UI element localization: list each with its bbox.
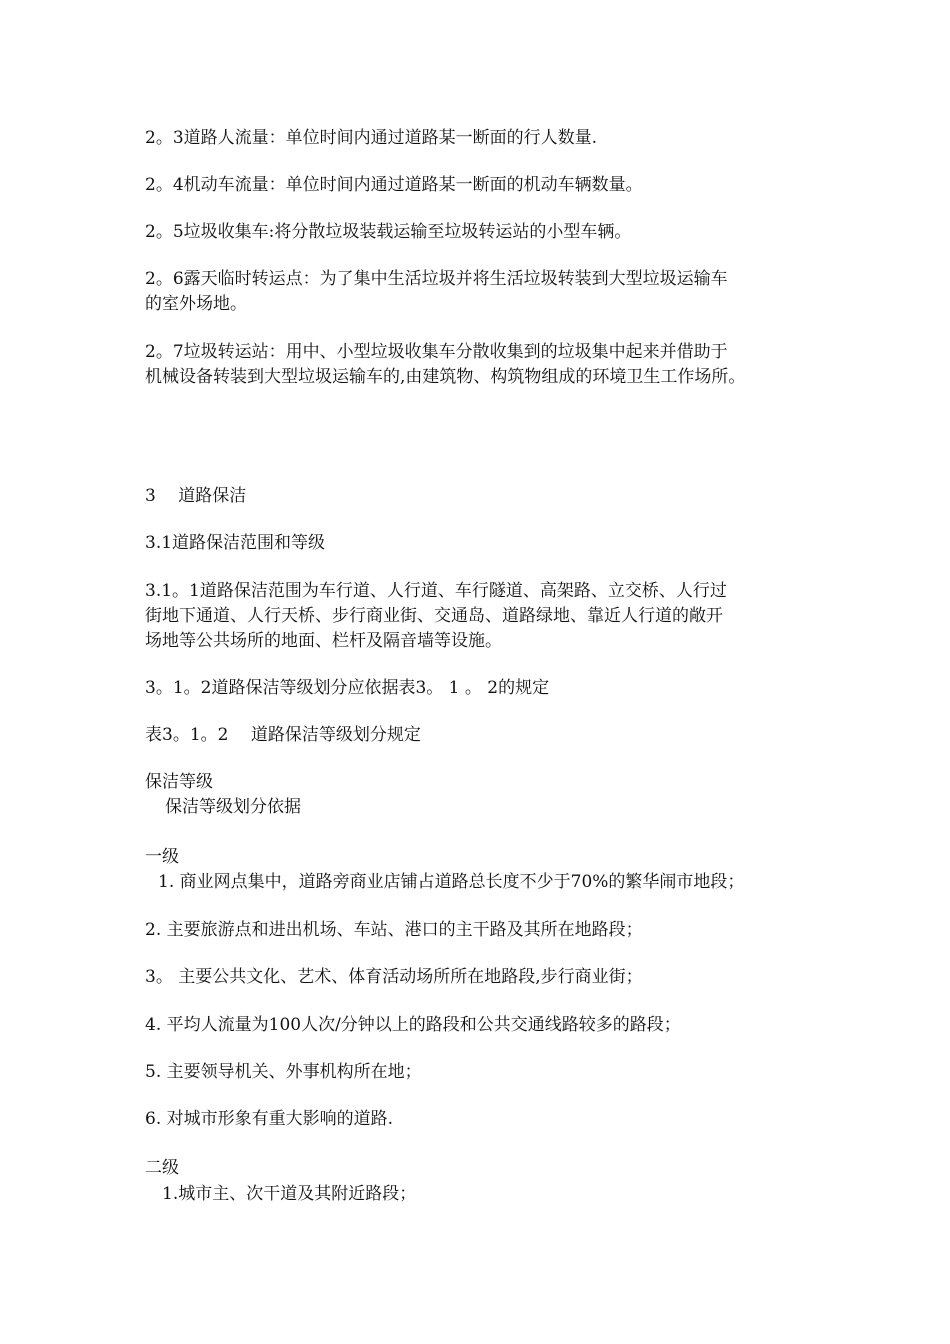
definition-2-6-line-2: 的室外场地。 xyxy=(145,294,247,314)
clause-3-1-1-line-2: 街地下通道、人行天桥、步行商业街、交通岛、道路绿地、靠近人行道的敞开 xyxy=(145,606,723,626)
level-1-criterion-5: 5. 主要领导机关、外事机构所在地； xyxy=(145,1062,422,1082)
table-header-criteria: 保洁等级划分依据 xyxy=(165,797,301,817)
level-1-criterion-2: 2. 主要旅游点和进出机场、车站、港口的主干路及其所在地路段； xyxy=(145,920,643,940)
level-2-label: 二级 xyxy=(145,1158,179,1178)
definition-2-3: 2。3道路人流量：单位时间内通过道路某一断面的行人数量. xyxy=(145,128,598,148)
level-2-criterion-1: 1.城市主、次干道及其附近路段； xyxy=(162,1184,417,1204)
clause-3-1-1-line-3: 场地等公共场所的地面、栏杆及隔音墙等设施。 xyxy=(145,631,502,651)
level-1-criterion-3: 3。 主要公共文化、艺术、体育活动场所所在地路段,步行商业街； xyxy=(145,967,643,987)
table-caption: 表3。1。2 道路保洁等级划分规定 xyxy=(145,725,421,745)
level-1-criterion-4: 4. 平均人流量为100人次/分钟以上的路段和公共交通线路较多的路段； xyxy=(145,1015,681,1035)
definition-2-6-line-1: 2。6露天临时转运点：为了集中生活垃圾并将生活垃圾转装到大型垃圾运输车 xyxy=(145,269,728,289)
definition-2-7-line-2: 机械设备转装到大型垃圾运输车的,由建筑物、构筑物组成的环境卫生工作场所。 xyxy=(145,367,746,387)
clause-3-1-1-line-1: 3.1。1道路保洁范围为车行道、人行道、车行隧道、高架路、立交桥、人行过 xyxy=(145,581,727,601)
level-1-criterion-6: 6. 对城市形象有重大影响的道路. xyxy=(145,1109,394,1129)
section-3-heading: 3 道路保洁 xyxy=(145,486,247,506)
definition-2-7-line-1: 2。7垃圾转运站：用中、小型垃圾收集车分散收集到的垃圾集中起来并借助于 xyxy=(145,342,728,362)
clause-3-1-2: 3。1。2道路保洁等级划分应依据表3。 1 。 2的规定 xyxy=(145,678,550,698)
definition-2-5: 2。5垃圾收集车:将分散垃圾装载运输至垃圾转运站的小型车辆。 xyxy=(145,222,632,242)
level-1-label: 一级 xyxy=(145,847,179,867)
definition-2-4: 2。4机动车流量：单位时间内通过道路某一断面的机动车辆数量。 xyxy=(145,175,643,195)
section-3-1-heading: 3.1道路保洁范围和等级 xyxy=(145,533,326,553)
table-header-level: 保洁等级 xyxy=(145,772,213,792)
level-1-criterion-1: 1. 商业网点集中，道路旁商业店铺占道路总长度不少于70%的繁华闹市地段； xyxy=(158,872,745,892)
